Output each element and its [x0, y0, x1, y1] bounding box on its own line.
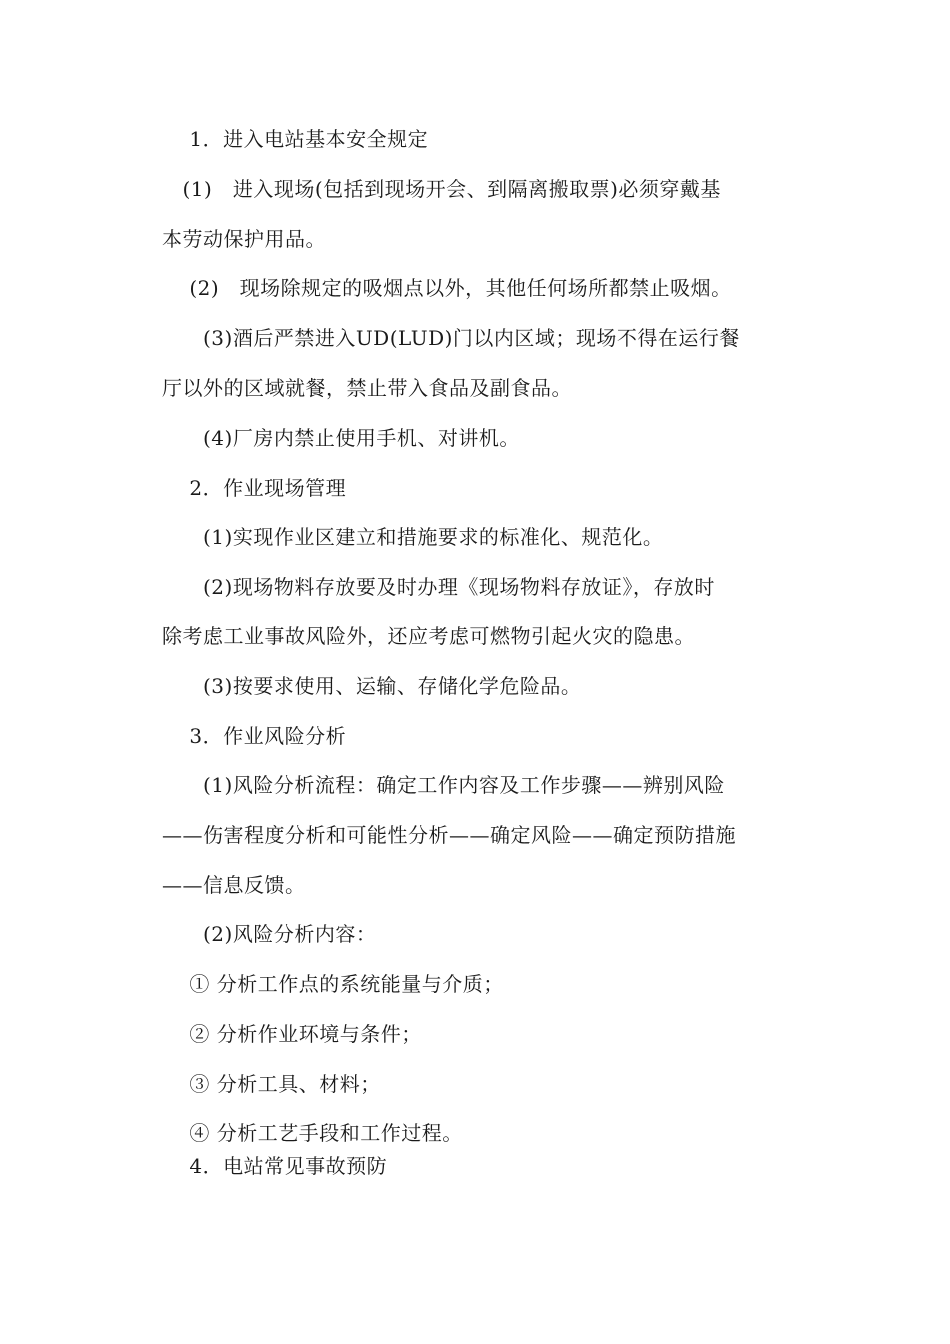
list-item: ③ 分析工具、材料；: [162, 1072, 381, 1096]
list-item: ④ 分析工艺手段和工作过程。: [162, 1121, 463, 1145]
paragraph-line: (1)风险分析流程：确定工作内容及工作步骤——辨别风险: [162, 773, 725, 797]
paragraph-line: (1) 进入现场(包括到现场开会、到隔离搬取票)必须穿戴基: [162, 177, 721, 201]
paragraph-line: (1)实现作业区建立和措施要求的标准化、规范化。: [162, 525, 664, 549]
paragraph-line: (3)酒后严禁进入UD(LUD)门以内区域；现场不得在运行餐: [162, 326, 740, 350]
paragraph-line: (4)厂房内禁止使用手机、对讲机。: [162, 426, 520, 450]
paragraph-line: ——信息反馈。: [162, 873, 306, 897]
list-item: ① 分析工作点的系统能量与介质；: [162, 972, 504, 996]
paragraph-line: 厅以外的区域就餐，禁止带入食品及副食品。: [162, 376, 572, 400]
paragraph-line: (2) 现场除规定的吸烟点以外，其他任何场所都禁止吸烟。: [162, 276, 732, 300]
section-heading-4: 4．电站常见事故预防: [162, 1154, 388, 1178]
paragraph-line: ——伤害程度分析和可能性分析——确定风险——确定预防措施: [162, 823, 736, 847]
section-heading-2: 2．作业现场管理: [162, 476, 347, 500]
section-heading-1: 1．进入电站基本安全规定: [162, 127, 429, 151]
paragraph-line: 本劳动保护用品。: [162, 227, 326, 251]
paragraph-line: 除考虑工业事故风险外，还应考虑可燃物引起火灾的隐患。: [162, 624, 695, 648]
paragraph-line: (3)按要求使用、运输、存储化学危险品。: [162, 674, 582, 698]
section-heading-3: 3．作业风险分析: [162, 724, 347, 748]
paragraph-line: (2)风险分析内容：: [162, 922, 377, 946]
paragraph-line: (2)现场物料存放要及时办理《现场物料存放证》，存放时: [162, 575, 715, 599]
list-item: ② 分析作业环境与条件；: [162, 1022, 422, 1046]
